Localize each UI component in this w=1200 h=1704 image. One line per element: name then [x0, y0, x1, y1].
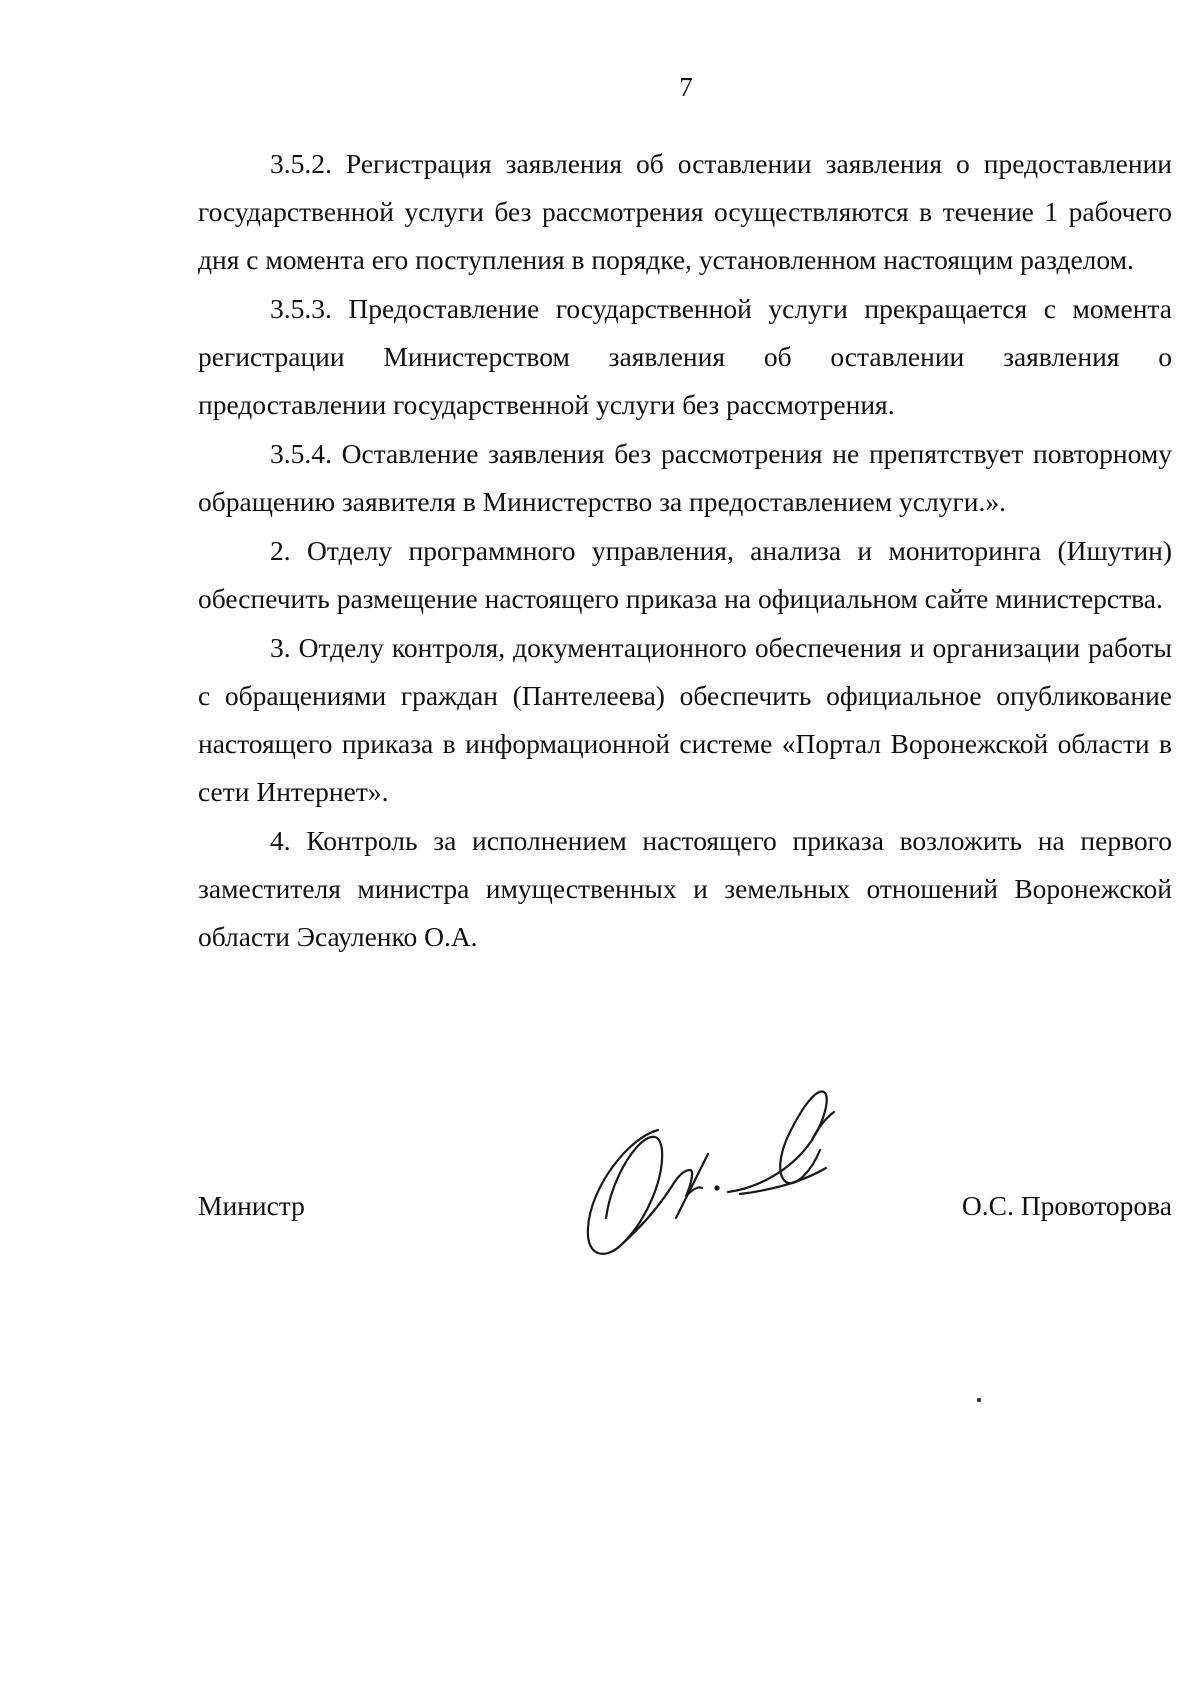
signatory-title: Министр [198, 1190, 305, 1221]
paragraph-3-5-3: 3.5.3. Предоставление государственной услуги прекращается с момента регистрации Министерством заявления об оставлении заявления о предоставлении государственной услуги без рассмотрения. [198, 293, 1172, 420]
page-number: 7 [679, 72, 693, 102]
paragraph-2: 2. Отделу программного управления, анализа и мониторинга (Ишутин) обеспечить размещение настоящего приказа на официальном сайте министерства. [198, 535, 1172, 614]
handwritten-signature-icon [580, 1078, 880, 1278]
document-body [198, 140, 1172, 962]
paragraph-3-5-4: 3.5.4. Оставление заявления без рассмотрения не препятствует повторному обращению заявителя в Министерство за предоставлением услуги.». [198, 438, 1172, 517]
stray-dot [977, 1398, 981, 1402]
paragraph-3: 3. Отделу контроля, документационного обеспечения и организации работы с обращениями граждан (Пантелеева) обеспечить официальное опубликование настоящего приказа в информационной системе «Портал Воронежской области в сети Интернет». [198, 632, 1172, 807]
paragraph-3-5-2: 3.5.2. Регистрация заявления об оставлении заявления о предоставлении государственной услуги без рассмотрения осуществляются в течение 1 рабочего дня с момента его поступления в порядке, установленном настоящим разделом. [198, 148, 1172, 275]
signatory-name: О.С. Провоторова [961, 1190, 1172, 1221]
paragraph-4: 4. Контроль за исполнением настоящего приказа возложить на первого заместителя министра имущественных и земельных отношений Воронежской области Эсауленко О.А. [198, 825, 1172, 952]
